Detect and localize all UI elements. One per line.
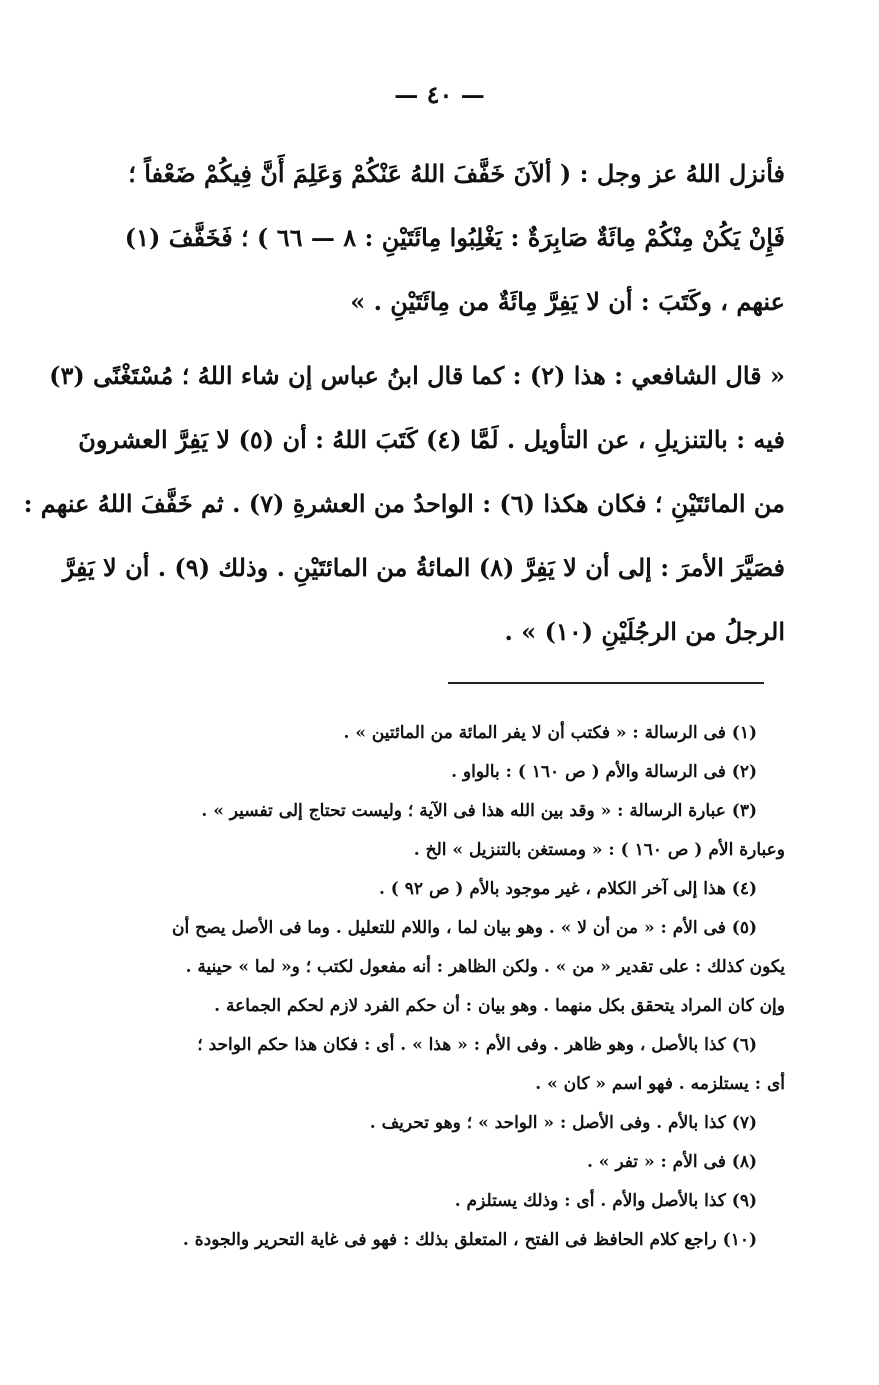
footnote-line: (١٠) راجع كلام الحافظ فى الفتح ، المتعلق بذلك : فهو فى غاية التحرير والجودة . xyxy=(182,1230,757,1250)
text-line: فيه : بالتنزيلِ ، عن التأويل . لَمَّا (٤) كَتَبَ اللهُ : أن (٥) لا يَفِرَّ العشرونَ xyxy=(78,425,785,454)
text-line: « قال الشافعي : هذا (٢) : كما قال ابنُ عباس إن شاء اللهُ ؛ مُسْتَغْنًى (٣) xyxy=(49,361,785,390)
text-line: فأنزل اللهُ عز وجل : ( ألآنَ خَفَّفَ اللهُ عَنْكُمْ وَعَلِمَ أَنَّ فِيكُمْ ضَعْفاً ؛ xyxy=(128,159,785,188)
footnote-line: أى : يستلزمه . فهو اسم « كان » . xyxy=(535,1074,785,1094)
footnote-line: (٥) فى الأم : « من أن لا » . وهو بيان لما ، واللام للتعليل . وما فى الأصل يصح أن xyxy=(172,918,757,938)
footnote-line: (٩) كذا بالأصل والأم . أى : وذلك يستلزم . xyxy=(454,1191,757,1211)
text-line: عنهم ، وكَتَبَ : أن لا يَفِرَّ مِائَةٌ من مِائَتَيْنِ . » xyxy=(350,287,785,316)
footnote-line: (١) فى الرسالة : « فكتب أن لا يفر المائة من المائتين » . xyxy=(343,723,757,743)
text-line: الرجلُ من الرجُلَيْنِ (١٠) » . xyxy=(504,617,785,646)
paragraph-quran-verse xyxy=(70,142,785,334)
footnote-line: (٨) فى الأم : « تفر » . xyxy=(586,1152,757,1172)
text-line: فَإِنْ يَكُنْ مِنْكُمْ مِائَةٌ صَابِرَةٌ : يَغْلِبُوا مِائَتَيْنِ : ٨ — ٦٦ ) ؛ فَخَفَّفَ (١) xyxy=(124,223,785,252)
footnote-line: وعبارة الأم ( ص ١٦٠ ) : « ومستغن بالتنزيل » الخ . xyxy=(413,840,785,860)
footnote-line: (٣) عبارة الرسالة : « وقد بين الله هذا فى الآية ؛ وليست تحتاج إلى تفسير » . xyxy=(201,801,757,821)
paragraph-shafii-quote xyxy=(23,344,785,664)
footnote-line: (٦) كذا بالأصل ، وهو ظاهر . وفى الأم : « هذا » . أى : فكان هذا حكم الواحد ؛ xyxy=(197,1035,757,1055)
footnote-divider xyxy=(448,682,764,684)
text-line: من المائتَيْنِ ؛ فكان هكذا (٦) : الواحدُ من العشرةِ (٧) . ثم خَفَّفَ اللهُ عنهم : xyxy=(23,489,785,518)
footnote-line: وإن كان المراد يتحقق بكل منهما . وهو بيان : أن حكم الفرد لازم لحكم الجماعة . xyxy=(214,996,785,1016)
footnote-line: (٢) فى الرسالة والأم ( ص ١٦٠ ) : بالواو . xyxy=(451,762,757,782)
page-number: — ٤٠ — xyxy=(394,80,485,109)
main-text xyxy=(23,142,785,664)
footnotes xyxy=(75,714,785,1260)
footnote-line: يكون كذلك : على تقدير « من » . ولكن الظاهر : أنه مفعول لكتب ؛ و« لما » حينية . xyxy=(185,957,785,977)
text-line: فصَيَّرَ الأمرَ : إلى أن لا يَفِرَّ (٨) المائةُ من المائتَيْنِ . وذلك (٩) . أن لا يَفِرَّ xyxy=(62,553,785,582)
footnote-line: (٤) هذا إلى آخر الكلام ، غير موجود بالأم ( ص ٩٢ ) . xyxy=(378,879,757,899)
footnote-line: (٧) كذا بالأم . وفى الأصل : « الواحد » ؛ وهو تحريف . xyxy=(369,1113,757,1133)
